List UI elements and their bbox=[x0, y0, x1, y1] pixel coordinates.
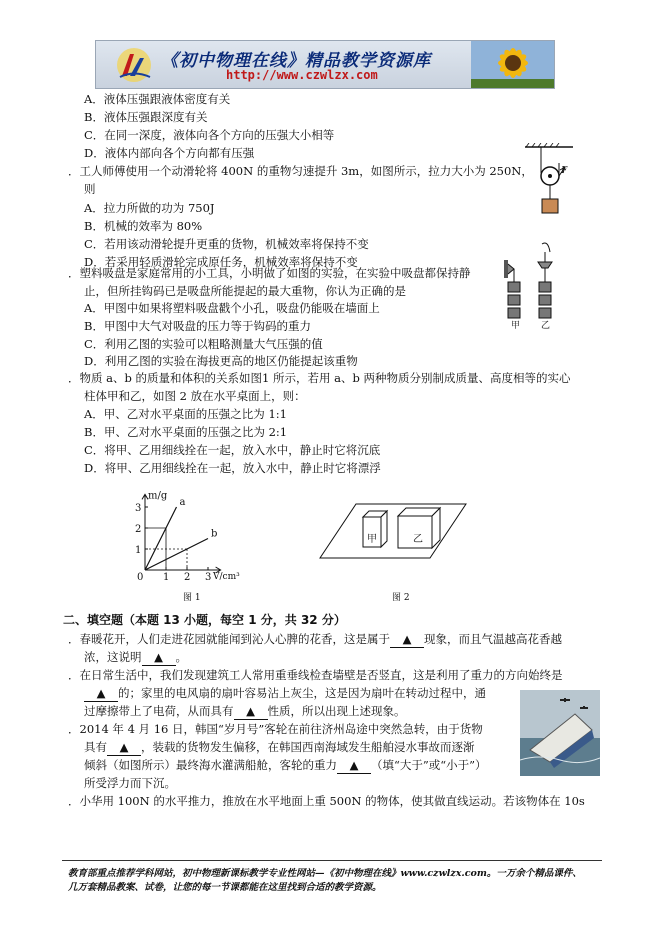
table-blocks-figure bbox=[318, 496, 468, 566]
pulley-figure bbox=[525, 143, 575, 228]
pressure-option-d: D．液体内部向各个方向都有压强 bbox=[84, 146, 255, 160]
x-tick-label: 2 bbox=[184, 572, 191, 583]
fill-q3-line1: ．2014 年 4 月 16 日，韩国“岁月号”客轮在前往济州岛途中突然急转，由于货物 bbox=[68, 722, 483, 736]
answer-blank[interactable]: ▲ bbox=[234, 703, 268, 720]
fill-q1-line2: 浓，这说明 ▲ 。 bbox=[84, 650, 187, 664]
y-tick-label: 1 bbox=[135, 545, 142, 556]
density-stem-line2: 柱体甲和乙，如图 2 放在水平桌面上，则： bbox=[84, 389, 306, 403]
y-tick-label: 2 bbox=[135, 524, 142, 535]
answer-blank[interactable]: ▲ bbox=[107, 739, 141, 756]
y-axis-label: m/g bbox=[148, 490, 168, 502]
series-label-b: b bbox=[211, 528, 218, 540]
x-tick-label: 3 bbox=[205, 572, 212, 583]
answer-blank[interactable]: ▲ bbox=[142, 649, 176, 666]
block-yi-label: 乙 bbox=[413, 534, 423, 545]
x-tick-label: 0 bbox=[137, 572, 144, 583]
ferry-photo bbox=[520, 690, 600, 776]
series-label-a: a bbox=[179, 497, 186, 508]
fill-q3-line3: 倾斜（如图所示）最终海水灌满船舱，客轮的重力 ▲ （填“大于”或“小于”） bbox=[84, 758, 487, 772]
fill-q3-line2: 具有 ▲ ，装载的货物发生偏移，在韩国西南海域发生船舶浸水事故而逐渐 bbox=[84, 740, 475, 754]
density-stem-line1: ．物质 a、b 的质量和体积的关系如图1 所示，若用 a、b 两种物质分别制成质量、高度相等的实心 bbox=[68, 371, 571, 385]
sucker-stem-line2: 止，但所挂钩码已是吸盘所能提起的最大重物，你认为正确的是 bbox=[84, 284, 406, 298]
x-tick-label: 1 bbox=[163, 572, 170, 583]
y-tick-label: 3 bbox=[135, 503, 142, 514]
pulley-stem-line1: ．工人师傅使用一个动滑轮将 400N 的重物匀速提升 3m，如图所示，拉力大小为 250N， bbox=[68, 164, 533, 178]
fill-q4-line1: ．小华用 100N 的水平推力，推放在水平地面上重 500N 的物体，使其做直线运动。若该物体在 10s bbox=[68, 794, 585, 808]
answer-blank[interactable]: ▲ bbox=[84, 685, 118, 702]
pulley-stem-line2: 则 bbox=[84, 182, 96, 196]
sucker-option-b: B．甲图中大气对吸盘的压力等于钩码的重力 bbox=[84, 319, 311, 333]
series-line-a bbox=[145, 507, 177, 570]
pressure-option-a: A．液体压强跟液体密度有关 bbox=[84, 92, 231, 106]
force-label-f: F bbox=[561, 166, 568, 176]
fill-q2-line3: 过摩擦带上了电荷，从而具有 ▲ 性质，所以出现上述现象。 bbox=[84, 704, 406, 718]
footer-line2: 几万套精品教案、试卷，让您的每一节课都能在这里找到合适的教学资源。 bbox=[68, 882, 382, 893]
density-option-d: D．将甲、乙用细线拴在一起，放入水中，静止时它将漂浮 bbox=[84, 461, 381, 475]
pressure-option-c: C．在同一深度，液体向各个方向的压强大小相等 bbox=[84, 128, 335, 142]
density-option-a: A．甲、乙对水平桌面的压强之比为 1:1 bbox=[84, 407, 287, 421]
pulley-option-b: B．机械的效率为 80% bbox=[84, 219, 203, 233]
footer-line1: 教育部重点推荐学科网站，初中物理新课标教学专业性网站—《初中物理在线》www.czwlzx.com。一万余个精品课件、 bbox=[68, 868, 582, 879]
section2-title: 二、填空题（本题 13 小题，每空 1 分，共 32 分） bbox=[63, 613, 346, 627]
figure2-caption: 图 2 bbox=[392, 593, 410, 603]
series-line-b bbox=[145, 539, 208, 571]
density-option-c: C．将甲、乙用细线拴在一起，放入水中，静止时它将沉底 bbox=[84, 443, 381, 457]
fill-q2-line1: ．在日常生活中，我们发现建筑工人常用重垂线检查墙壁是否竖直，这是利用了重力的方向始终是 bbox=[68, 668, 563, 682]
sucker-stem-line1: ．塑料吸盘是家庭常用的小工具，小明做了如图的实验，在实验中吸盘都保持静 bbox=[68, 266, 471, 280]
header-banner bbox=[95, 40, 555, 89]
site-logo bbox=[114, 46, 154, 84]
pulley-option-a: A．拉力所做的功为 750J bbox=[84, 201, 215, 215]
block-jia-label: 甲 bbox=[367, 534, 377, 545]
footer-divider bbox=[62, 860, 602, 861]
sucker-label-jia: 甲 bbox=[511, 321, 521, 331]
pulley-option-d: D．若采用轻质滑轮完成原任务，机械效率将保持不变 bbox=[84, 255, 358, 269]
sucker-label-yi: 乙 bbox=[541, 321, 551, 331]
banner-title: 《初中物理在线》精品教学资源库 bbox=[161, 51, 431, 71]
density-option-b: B．甲、乙对水平桌面的压强之比为 2:1 bbox=[84, 425, 288, 439]
sucker-figure bbox=[500, 240, 570, 328]
pulley-option-c: C．若用该动滑轮提升更重的货物，机械效率将保持不变 bbox=[84, 237, 369, 251]
mass-volume-chart bbox=[120, 472, 270, 587]
banner-url[interactable]: http://www.czwlzx.com bbox=[226, 68, 378, 82]
sunflower-image bbox=[471, 41, 554, 88]
figure1-caption: 图 1 bbox=[183, 593, 201, 603]
fill-q3-line4: 所受浮力而下沉。 bbox=[84, 776, 176, 790]
answer-blank[interactable]: ▲ bbox=[337, 757, 371, 774]
fill-q1-line1: ．春暖花开，人们走进花园就能闻到沁人心脾的花香，这是属于 ▲ 现象，而且气温越高花香越 bbox=[68, 632, 562, 646]
sucker-option-c: C．利用乙图的实验可以粗略测量大气压强的值 bbox=[84, 337, 323, 351]
sucker-option-a: A．甲图中如果将塑料吸盘戳个小孔，吸盘仍能吸在墙面上 bbox=[84, 301, 380, 315]
fill-q2-line2: ▲ 的；家里的电风扇的扇叶容易沾上灰尘，这是因为扇叶在转动过程中，通 bbox=[84, 685, 486, 702]
x-axis-label: V/cm³ bbox=[213, 572, 240, 582]
pressure-option-b: B．液体压强跟深度有关 bbox=[84, 110, 208, 124]
answer-blank[interactable]: ▲ bbox=[390, 631, 424, 648]
sucker-option-d: D．利用乙图的实验在海拔更高的地区仍能提起该重物 bbox=[84, 354, 358, 368]
